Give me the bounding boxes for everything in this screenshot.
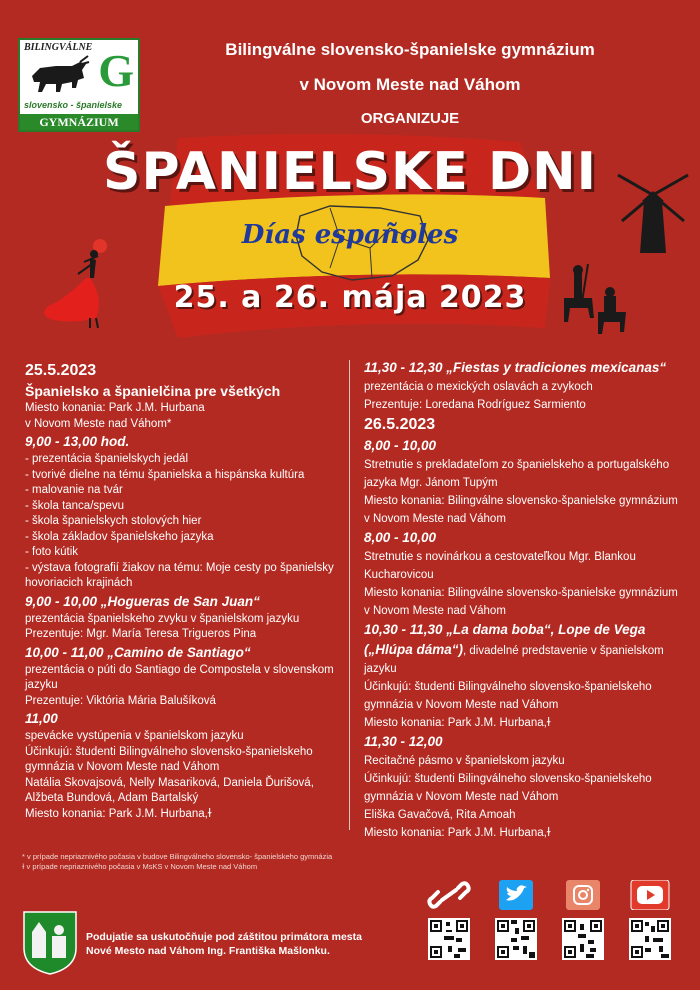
event-dates: 25. a 26. mája 2023	[173, 280, 527, 315]
day2-time-4: 11,30 - 12,00	[364, 734, 443, 749]
twitter-block[interactable]	[482, 880, 552, 970]
day2-t3-desc: , divadelné predstavenie v španielskom jazyku	[364, 645, 664, 675]
day2-time-3: 10,30 - 11,30 „La dama boba“, Lope de Vega („Hlúpa dáma“)	[364, 622, 646, 657]
footnotes	[22, 852, 342, 872]
day2-column	[364, 358, 686, 842]
day1-date: 25.5.2023	[25, 362, 97, 379]
day1-time-5: 11,30 - 12,30 „Fiestas y tradiciones mexicanas“	[364, 360, 667, 375]
day2-t4-names: Eliška Gavačová, Rita Amoah	[364, 809, 516, 821]
day1-time-4: 11,00	[25, 711, 58, 726]
qr-code[interactable]	[629, 918, 671, 960]
column-divider	[349, 360, 350, 830]
school-logo	[18, 38, 140, 132]
day2-t3-venue: Miesto konania: Park J.M. Hurbana,ɫ	[364, 717, 551, 729]
town-crest-icon	[22, 910, 78, 976]
logo-letter: G	[98, 45, 134, 96]
day2-time-3-line	[364, 620, 686, 678]
day2-t1-desc: Stretnutie s prekladateľom zo španielskeho a portugalského jazyka Mgr. Jánom Tupým	[364, 459, 670, 489]
day1-time-3: 10,00 - 11,00 „Camino de Santiago“	[25, 644, 251, 660]
list-item: - foto kútik	[25, 546, 79, 558]
footnote-2: ɫ v prípade nepriaznivého počasia v MsKS v Novom Meste nad Váhom	[22, 862, 258, 871]
day1-t3-desc: prezentácia o púti do Santiago de Compostela v slovenskom jazyku	[25, 663, 334, 691]
youtube-block[interactable]	[616, 880, 686, 970]
day1-t2-desc: prezentácia španielskeho zvyku v španielskom jazyku	[25, 612, 300, 625]
logo-bottom-text: GYMNÁZIUM	[20, 114, 138, 130]
day2-t2-venue: Miesto konania: Bilingválne slovensko-španielske gymnázium v Novom Meste nad Váhom	[364, 587, 678, 617]
day1-venue-line2: v Novom Meste nad Váhom*	[25, 417, 172, 430]
list-item: - škola španielskych stolových hier	[25, 515, 202, 527]
day2-t1-venue: Miesto konania: Bilingválne slovensko-španielske gymnázium v Novom Meste nad Váhom	[364, 495, 678, 525]
day2-time-2: 8,00 - 10,00	[364, 530, 437, 545]
day1-column	[25, 360, 343, 822]
day2-t4-desc: Recitačné pásmo v španielskom jazyku	[364, 755, 565, 767]
list-item: - malovanie na tvár	[25, 484, 123, 496]
day1-t4-names: Natália Skovajsová, Nelly Masariková, Daniela Ďurišová, Alžbeta Bundová, Adam Bartalský	[25, 776, 314, 804]
list-item: - tvorivé dielne na tému španielska a hispánska kultúra	[25, 468, 305, 481]
qr-code[interactable]	[562, 918, 604, 960]
day1-t4-performers: Účinkujú: študenti Bilingválneho slovensko-španielskeho gymnázia v Novom Meste nad Váhom	[25, 745, 313, 773]
web-link-block[interactable]	[415, 880, 485, 970]
day1-time-1: 9,00 - 13,00 hod.	[25, 434, 130, 449]
header-line-2: v Novom Meste nad Váhom	[299, 75, 521, 94]
instagram-icon[interactable]	[560, 880, 606, 910]
day2-t4-venue: Miesto konania: Park J.M. Hurbana,ɫ	[364, 827, 551, 839]
qr-code[interactable]	[428, 918, 470, 960]
logo-top-text: BILINGVÁLNE	[24, 42, 93, 53]
header-line-3: ORGANIZUJE	[360, 110, 460, 127]
youtube-icon[interactable]	[627, 880, 673, 910]
event-title: ŠPANIELSKE DNI	[103, 142, 597, 202]
day1-t5-presenter: Prezentuje: Loredana Rodríguez Sarmiento	[364, 399, 586, 411]
event-subtitle: Días españoles	[241, 220, 459, 250]
day1-t4-desc: spevácke vystúpenia v španielskom jazyku	[25, 730, 244, 742]
day1-t3-presenter: Prezentuje: Viktória Mária Balušíková	[25, 694, 216, 707]
day2-t2-desc: Stretnutie s novinárkou a cestovateľkou Mgr. Blankou Kucharovicou	[364, 551, 636, 581]
day1-t4-venue: Miesto konania: Park J.M. Hurbana,ɫ	[25, 807, 212, 820]
instagram-block[interactable]	[549, 880, 619, 970]
twitter-icon[interactable]	[493, 880, 539, 910]
footnote-1: * v prípade nepriaznivého počasia v budove Bilingválneho slovensko- španielskeho gymnázia	[22, 852, 333, 861]
list-item: - škola základov španielskeho jazyka	[25, 530, 214, 543]
day2-t3-performers: Účinkujú: študenti Bilingválneho slovensko-španielskeho gymnázia v Novom Meste nad Váhom	[364, 681, 652, 711]
patronage-line-1: Podujatie sa uskutočňuje pod záštitou primátora mesta	[86, 931, 362, 943]
list-item: - škola tanca/spevu	[25, 499, 125, 512]
day1-time-2: 9,00 - 10,00 „Hogueras de San Juan“	[25, 593, 260, 609]
list-item: - prezentácia španielskych jedál	[25, 453, 189, 465]
day1-t5-desc: prezentácia o mexických oslavách a zvykoch	[364, 381, 593, 393]
day2-time-1: 8,00 - 10,00	[364, 438, 437, 453]
day1-section-title: Španielsko a španielčina pre všetkých	[25, 383, 281, 399]
patronage-text	[86, 930, 362, 958]
logo-middle-text: slovensko - španielske	[24, 100, 123, 110]
day1-t2-presenter: Prezentuje: Mgr. María Teresa Trigueros Pina	[25, 628, 257, 640]
day2-date: 26.5.2023	[364, 416, 436, 433]
day1-venue-line1: Miesto konania: Park J.M. Hurbana	[25, 402, 205, 414]
patronage-line-2: Nové Mesto nad Váhom Ing. Františka Mašlonku.	[86, 945, 330, 957]
qr-code[interactable]	[495, 918, 537, 960]
header-line-1: Bilingválne slovensko-španielske gymnázium	[225, 40, 595, 59]
day2-t4-performers: Účinkujú: študenti Bilingválneho slovensko-španielskeho gymnázia v Novom Meste nad Váhom	[364, 773, 652, 803]
link-icon[interactable]	[426, 880, 472, 910]
list-item: - výstava fotografií žiakov na tému: Moje cesty po španielsky hovoriacich krajinách	[25, 561, 334, 589]
bull-icon	[26, 54, 90, 98]
